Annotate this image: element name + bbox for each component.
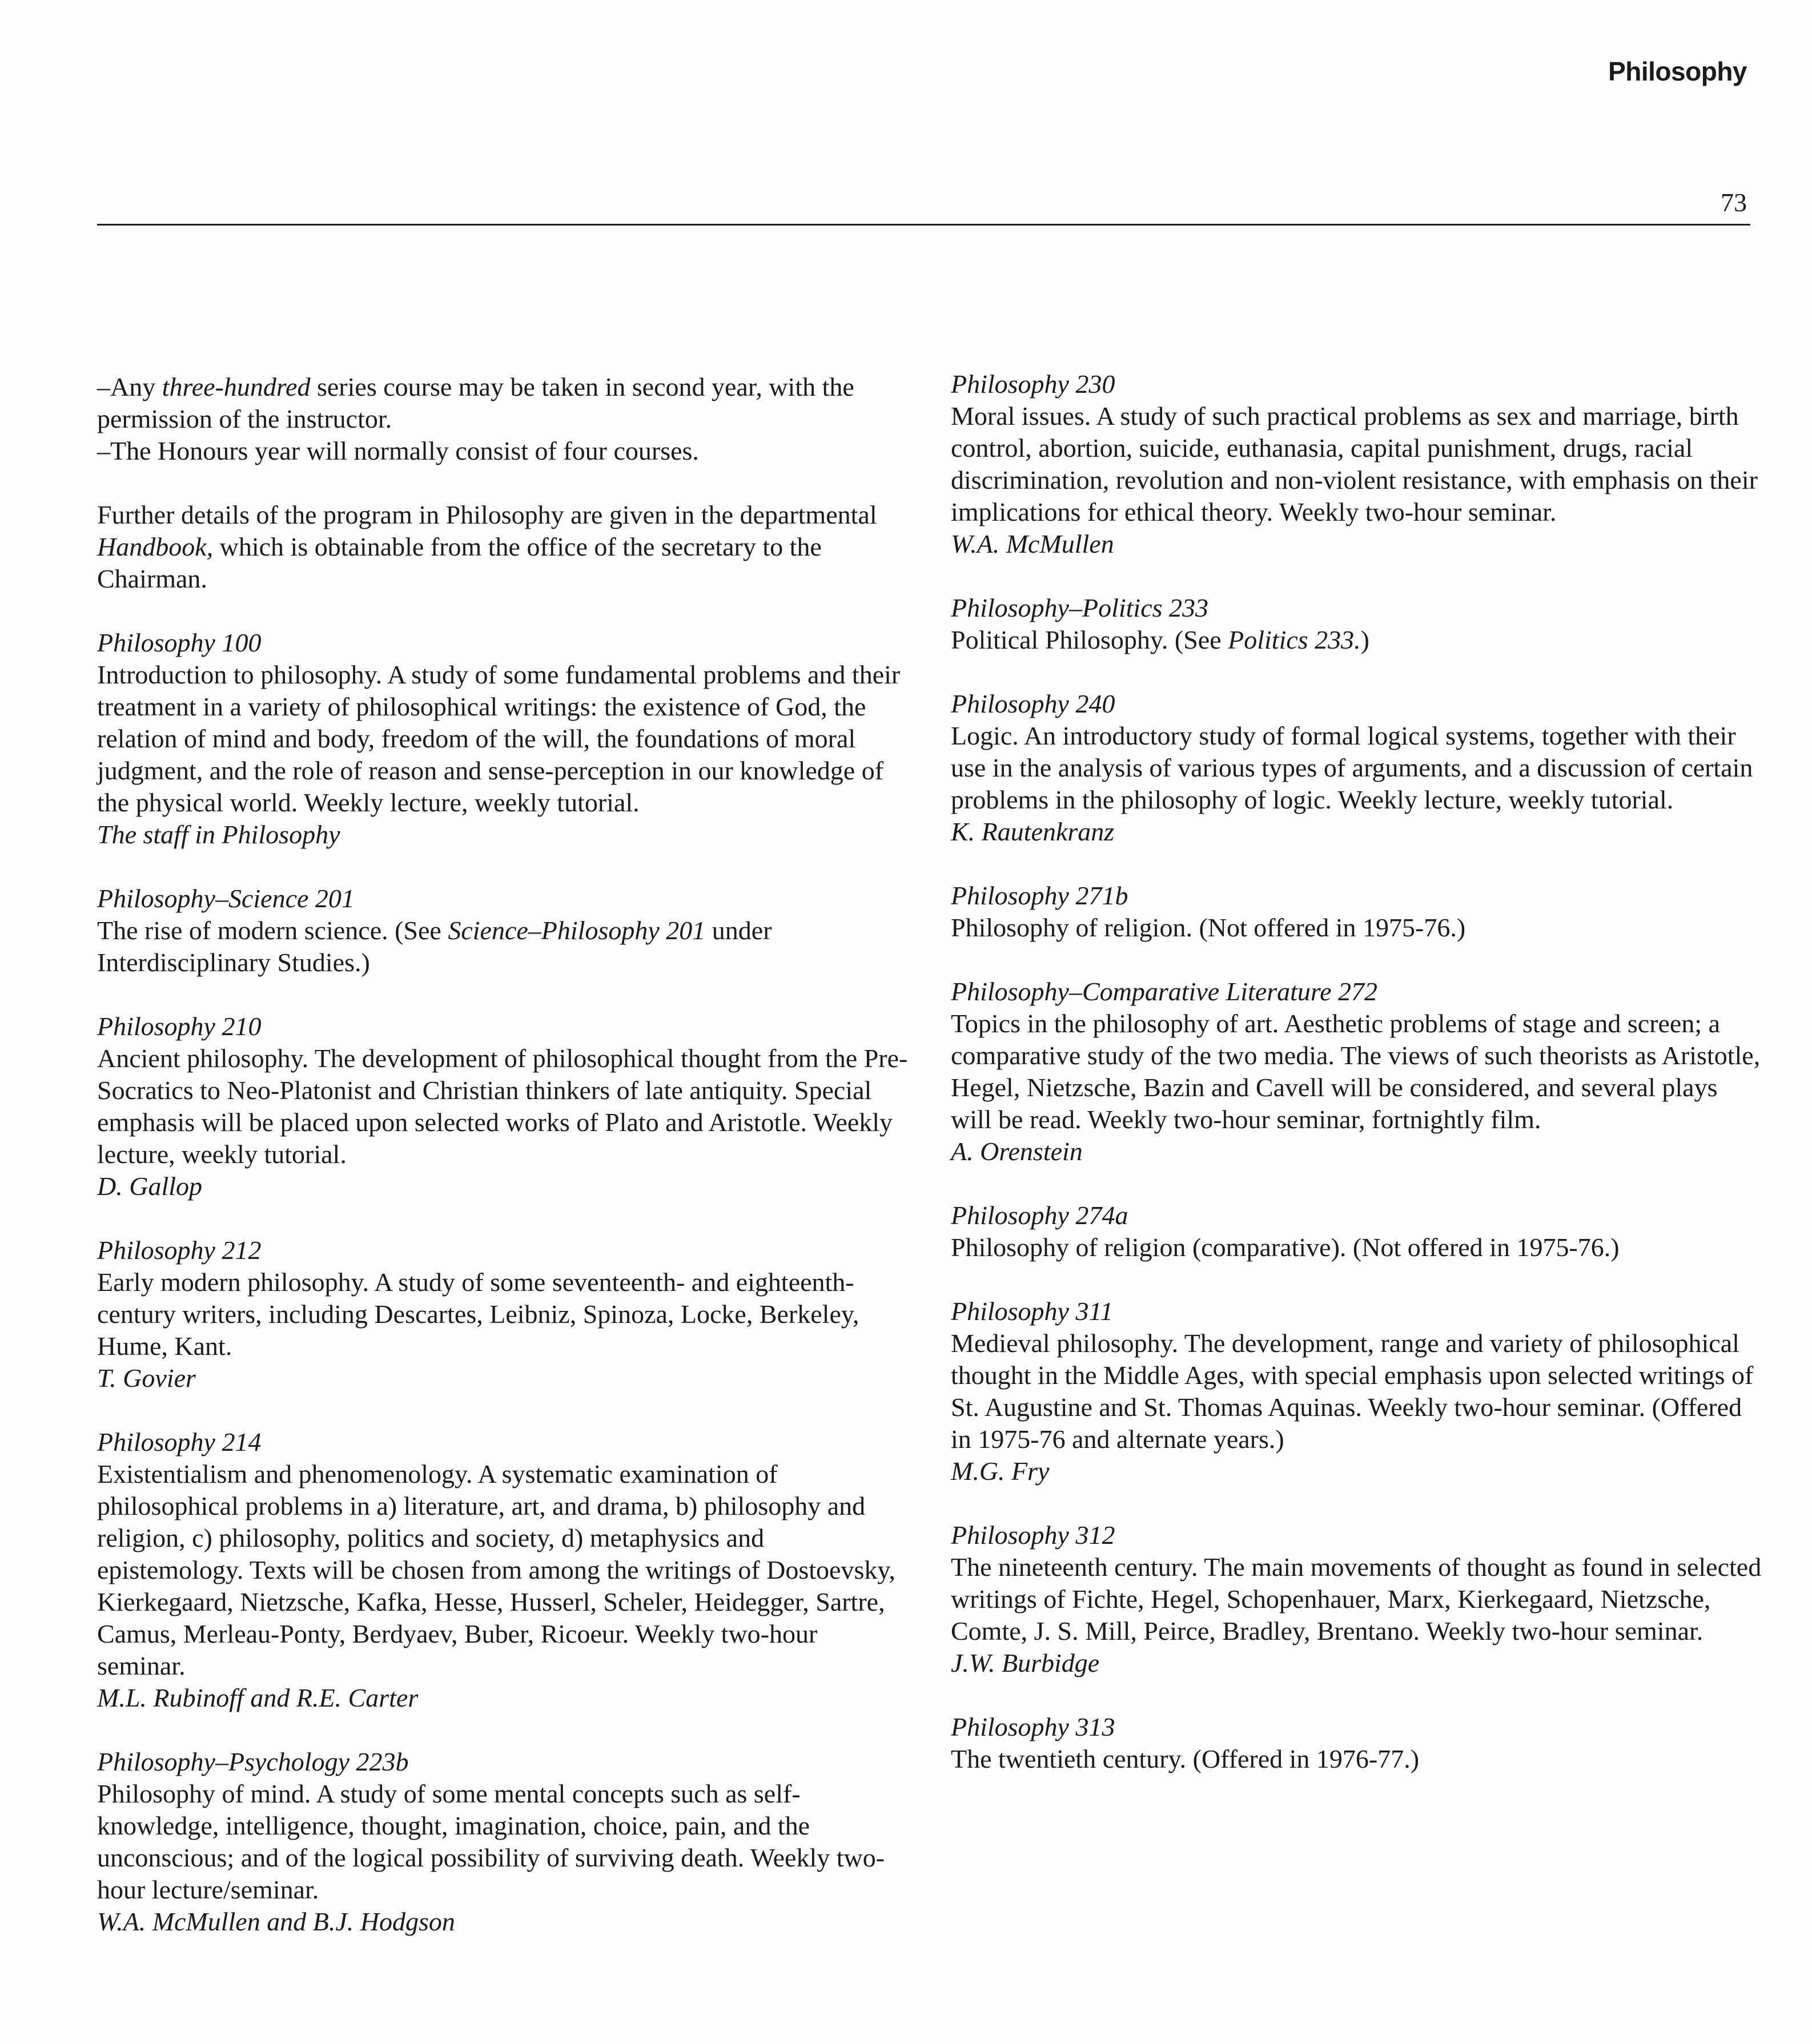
right-column — [951, 368, 1762, 1807]
page-number: 73 — [1721, 188, 1747, 217]
course-philosophy-210 — [97, 1011, 908, 1202]
course-description: Philosophy of religion (comparative). (Not offered in 1975-76.) — [951, 1233, 1620, 1262]
course-instructor: J.W. Burbidge — [951, 1648, 1100, 1677]
intro-note-1: –Any three-hundred series course may be taken in second year, with the permission of the instructor. — [97, 372, 854, 433]
course-instructor: M.L. Rubinoff and R.E. Carter — [97, 1683, 419, 1712]
course-description: Early modern philosophy. A study of some seventeenth- and eighteenth-century writers, including Descartes, Leibniz, Spinoza, Locke, Berkeley, Hume, Kant. — [97, 1268, 859, 1361]
course-philosophy-psychology-223b — [97, 1746, 908, 1938]
course-description: The twentieth century. (Offered in 1976-77.) — [951, 1744, 1420, 1773]
course-description: Philosophy of religion. (Not offered in 1975-76.) — [951, 913, 1466, 942]
course-title: Philosophy 312 — [951, 1520, 1115, 1550]
course-title: Philosophy 210 — [97, 1012, 262, 1041]
course-description: Moral issues. A study of such practical problems as sex and marriage, birth control, abortion, suicide, euthanasia, capital punishment, drugs, racial discrimination, revolution and non-violent resistance, with emphasis on their implications for ethical theory. Weekly two-hour seminar. — [951, 401, 1758, 526]
course-description: The rise of modern science. (See Science–Philosophy 201 under Interdisciplinary Studies.) — [97, 916, 772, 977]
course-title: Philosophy 271b — [951, 881, 1128, 910]
course-description: Introduction to philosophy. A study of some fundamental problems and their treatment in a variety of philosophical writings: the existence of God, the relation of mind and body, freedom of the will, the foundations of moral judgment, and the role of reason and sense-perception in our knowledge of the physical world. Weekly lecture, weekly tutorial. — [97, 660, 901, 817]
course-title: Philosophy–Science 201 — [97, 884, 355, 913]
course-instructor: A. Orenstein — [951, 1137, 1083, 1166]
course-philosophy-230 — [951, 368, 1762, 560]
course-title: Philosophy 212 — [97, 1236, 262, 1265]
course-description: Philosophy of mind. A study of some mental concepts such as self-knowledge, intelligence, thought, imagination, choice, pain, and the unconscious; and of the logical possibility of surviving death. Weekly two-hour lecture/seminar. — [97, 1779, 885, 1904]
course-description: The nineteenth century. The main movements of thought as found in selected writings of Fichte, Hegel, Schopenhauer, Marx, Kierkegaard, Nietzsche, Comte, J. S. Mill, Peirce, Bradley, Brentano. Weekly two-hour seminar. — [951, 1552, 1762, 1645]
course-philosophy-214 — [97, 1426, 908, 1714]
course-title: Philosophy 274a — [951, 1201, 1128, 1230]
course-philosophy-comparative-literature-272 — [951, 976, 1762, 1168]
left-column — [97, 371, 908, 1970]
header-rule — [97, 224, 1750, 226]
course-title: Philosophy 100 — [97, 628, 262, 657]
course-description: Political Philosophy. (See Politics 233.) — [951, 625, 1369, 654]
course-description: Logic. An introductory study of formal logical systems, together with their use in the analysis of various types of arguments, and a discussion of certain problems in the philosophy of logic. Weekly lecture, weekly tutorial. — [951, 721, 1753, 814]
course-description: Existentialism and phenomenology. A systematic examination of philosophical problems in a) literature, art, and drama, b) philosophy and religion, c) philosophy, politics and society, d) metaphysics and epistemology. Texts will be chosen from among the writings of Dostoevsky, Kierkegaard, Nietzsche, Kafka, Hesse, Husserl, Scheler, Heidegger, Sartre, Camus, Merleau-Ponty, Berdyaev, Buber, Ricoeur. Weekly two-hour seminar. — [97, 1459, 895, 1680]
course-philosophy-312 — [951, 1519, 1762, 1679]
course-instructor: M.G. Fry — [951, 1456, 1050, 1486]
course-description: Medieval philosophy. The development, range and variety of philosophical thought in the Middle Ages, with special emphasis upon selected writings of St. Augustine and St. Thomas Aquinas. Weekly two-hour seminar. (Offered in 1975-76 and alternate years.) — [951, 1329, 1754, 1454]
course-philosophy-274a — [951, 1200, 1762, 1264]
course-instructor: D. Gallop — [97, 1172, 202, 1201]
course-instructor: K. Rautenkranz — [951, 817, 1115, 846]
course-title: Philosophy 214 — [97, 1427, 262, 1456]
course-philosophy-science-201 — [97, 883, 908, 979]
course-title: Philosophy 230 — [951, 369, 1115, 399]
course-philosophy-politics-233 — [951, 592, 1762, 656]
course-title: Philosophy 311 — [951, 1297, 1114, 1326]
course-philosophy-311 — [951, 1295, 1762, 1487]
course-philosophy-212 — [97, 1234, 908, 1394]
course-philosophy-100 — [97, 627, 908, 851]
course-title: Philosophy 240 — [951, 689, 1115, 718]
course-description: Ancient philosophy. The development of philosophical thought from the Pre-Socratics to Neo-Platonist and Christian thinkers of late antiquity. Special emphasis will be placed upon selected works of Plato and Aristotle. Weekly lecture, weekly tutorial. — [97, 1044, 908, 1169]
course-description: Topics in the philosophy of art. Aesthetic problems of stage and screen; a comparative study of the two media. The views of such theorists as Aristotle, Hegel, Nietzsche, Bazin and Cavell will be considered, and several plays will be read. Weekly two-hour seminar, fortnightly film. — [951, 1009, 1761, 1134]
intro-details: Further details of the program in Philosophy are given in the departmental Handbook, which is obtainable from the office of the secretary to the Chairman. — [97, 500, 877, 593]
course-instructor: W.A. McMullen — [951, 529, 1114, 558]
course-title: Philosophy 313 — [951, 1712, 1115, 1741]
course-philosophy-271b — [951, 880, 1762, 944]
page-header-title: Philosophy — [1608, 57, 1747, 86]
intro-note-2: –The Honours year will normally consist of four courses. — [97, 436, 699, 465]
intro-notes — [97, 371, 908, 467]
course-instructor: T. Govier — [97, 1363, 196, 1393]
course-instructor: The staff in Philosophy — [97, 820, 340, 849]
course-philosophy-240 — [951, 688, 1762, 848]
course-title: Philosophy–Politics 233 — [951, 593, 1209, 622]
course-title: Philosophy–Comparative Literature 272 — [951, 977, 1378, 1006]
course-philosophy-313 — [951, 1711, 1762, 1775]
course-title: Philosophy–Psychology 223b — [97, 1747, 409, 1776]
course-instructor: W.A. McMullen and B.J. Hodgson — [97, 1907, 455, 1936]
